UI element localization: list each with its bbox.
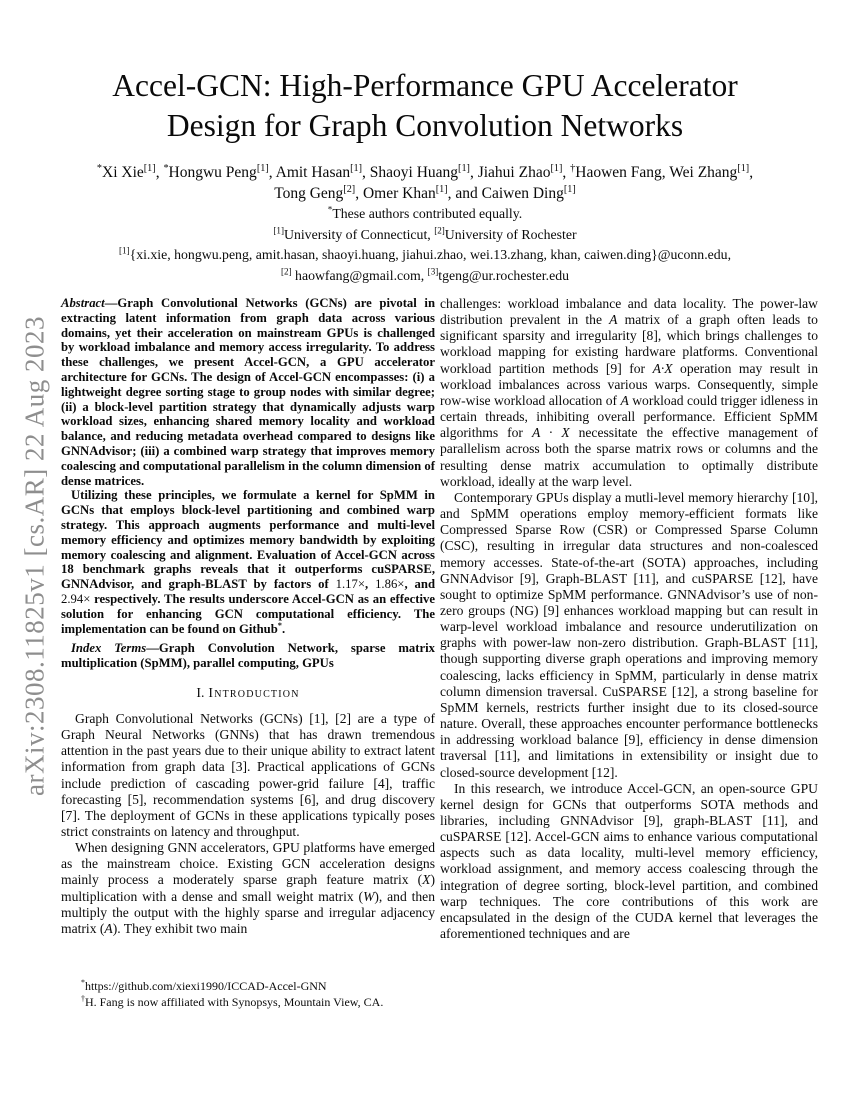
intro-paragraph-4: In this research, we introduce Accel-GCN, an open-source GPU kernel design for GCNs that outperforms SOTA methods and libraries, including GNNAdvisor [9], graph-BLAST [11], and cuSPARSE [12]. Accel-GCN aims to enhance various computational aspects such as data locality, multi-level memory efficiency, workload assignment, and memory access coalescing through the integration of degree sorting, block-level partition, and combined warp techniques. The core contributions of this work are encapsulated in the design of the CUDA kernel that leverages the aforementioned techniques and are — [440, 780, 818, 942]
emails-line-uconn: [1]{xi.xie, hongwu.peng, amit.hasan, shaoyi.huang, jiahui.zhao, wei.13.zhang, khan, caiwen.ding}@uconn.edu, — [118, 245, 732, 262]
intro-paragraph-1: Graph Convolutional Networks (GCNs) [1], [2] are a type of Graph Neural Networks (GNNs) that has drawn tremendous attention in the past years due to their unique ability to extract latent information from graph data [3]. Practical applications of GCNs include prediction of cascading power-grid failure [4], traffic forecasting [5], recommendation systems [6], and drug discovery [7]. The deployment of GCNs in these applications typically poses strict constraints on latency and throughput. — [61, 710, 435, 840]
left-column — [61, 296, 435, 1010]
emails-line-rochester: [2] haowfang@gmail.com, [3]tgeng@ur.rochester.edu — [280, 265, 569, 283]
intro-paragraph-2: When designing GNN accelerators, GPU platforms have emerged as the mainstream choice. Existing GCN acceleration designs mainly process a moderately sparse graph feature matrix (X) multiplication with a dense and small weight matrix (W), and then multiply the output with the highly sparse and irregular adjacency matrix (A). They exhibit two main — [61, 840, 435, 936]
authors-line-1: *Xi Xie[1], *Hongwu Peng[1], Amit Hasan[1], Shaoyi Huang[1], Jiahui Zhao[1], †Haowen Fang, Wei Zhang[1], — [96, 162, 754, 181]
authors-line-2: Tong Geng[2], Omer Khan[1], and Caiwen Ding[1] — [274, 183, 576, 202]
abstract-paragraph-2: Utilizing these principles, we formulate a kernel for SpMM in GCNs that employs block-level partitioning and combined warp strategy. This approach augments performance and multi-level memory efficiency and optimizes memory bandwidth by exploiting memory coalescing and alignment. Evaluation of Accel-GCN across 18 benchmark graphs reveals that it outperforms cuSPARSE, GNNAdvisor, and graph-BLAST by factors of 1.17×, 1.86×, and 2.94× respectively. The results underscore Accel-GCN as an effective solution for enhancing GCN computational efficiency. The implementation can be found on Github*. — [61, 488, 435, 636]
arxiv-watermark: arXiv:2308.11825v1 [cs.AR] 22 Aug 2023 — [19, 316, 50, 796]
footnote-github-url[interactable]: *https://github.com/xiexi1990/ICCAD-Accel-GNN — [81, 978, 327, 993]
index-terms: Index Terms—Graph Convolution Network, sparse matrix multiplication (SpMM), parallel computing, GPUs — [61, 641, 435, 671]
section-heading-introduction — [61, 685, 435, 701]
section-number: I. — [196, 684, 205, 700]
equal-contribution-note: *These authors contributed equally. — [327, 204, 523, 221]
right-column — [440, 296, 818, 942]
footnotes-block — [61, 979, 435, 1010]
paper-title-line-1: Accel-GCN: High-Performance GPU Accelerator — [112, 68, 738, 103]
title-block — [0, 66, 850, 146]
intro-paragraph-2-continued: challenges: workload imbalance and data locality. The power-law distribution prevalent in the A matrix of a graph often leads to significant sparsity and irregularity [8], which brings challenges to workload mapping for existing hardware platforms. Conventional workload partition methods [9] for A·X operation may result in workload imbalances across various warps. Consequently, simple row-wise workload allocation of A workload could trigger idleness in certain threads, inhibiting overall performance. Efficient SpMM algorithms for A · X necessitate the effective management of parallelism across both the sparse matrix rows or columns and the resulting dense matrix accumulation to optimally distribute workload, ideally at the warp level. — [440, 296, 819, 489]
intro-paragraph-3: Contemporary GPUs display a mutli-level memory hierarchy [10], and SpMM operations employ memory-efficient formats like Compressed Sparse Row (CSR) or Compressed Sparse Column (CSC), resulting in irregular data structures and non-coalesced memory accesses. State-of-the-art (SOTA) approaches, including GNNAdvisor [9], Graph-BLAST [11], and cuSPARSE [12], have sought to optimize SpMM performance. GNNAdvisor’s use of non-zero groups (NG) [9] enhances workload mapping but can result in warp-level workload imbalance and resource underutilization on graphs with power-law non-zero distribution. Graph-BLAST [11], though supporting diverse graph operations and improving memory coalescing, lacks efficiency in SpMM, particularly in dense matrix column dimension traversal. CuSPARSE [12], a strong baseline for SpMM kernels, restricts further insight due to its closed-source nature. Overall, these approaches encounter performance bottlenecks in addressing workload balance [9], efficiency in dense dimension traversal [11], and limitations in extensibility or insight due to closed-source development [12]. — [440, 489, 818, 780]
introduction-text-left — [61, 711, 435, 937]
abstract-paragraph-1: Abstract—Graph Convolutional Networks (GCNs) are pivotal in extracting latent information from graph data across various domains, yet their acceleration on mainstream GPUs is challenged by workload imbalance and memory access irregularity. To address these challenges, we present Accel-GCN, a GPU accelerator architecture for GCNs. The design of Accel-GCN encompasses: (i) a lightweight degree sorting stage to group nodes with similar degree; (ii) a block-level partition strategy that dynamically adjusts warp workload sizes, enhancing shared memory locality and workload balance, and reducing metadata overhead compared to designs like GNNAdvisor; (iii) a combined warp strategy that improves memory coalescing and computational parallelism in the column dimension of dense matrices. — [61, 296, 435, 488]
section-title: Introduction — [208, 684, 300, 700]
author-block — [0, 162, 850, 286]
footnote-affiliation-note: †H. Fang is now affiliated with Synopsys, Mountain View, CA. — [81, 993, 384, 1009]
affiliations-line: [1]University of Connecticut, [2]University of Rochester — [273, 224, 577, 242]
paper-title-line-2: Design for Graph Convolution Networks — [166, 108, 684, 143]
abstract-section — [61, 296, 435, 636]
